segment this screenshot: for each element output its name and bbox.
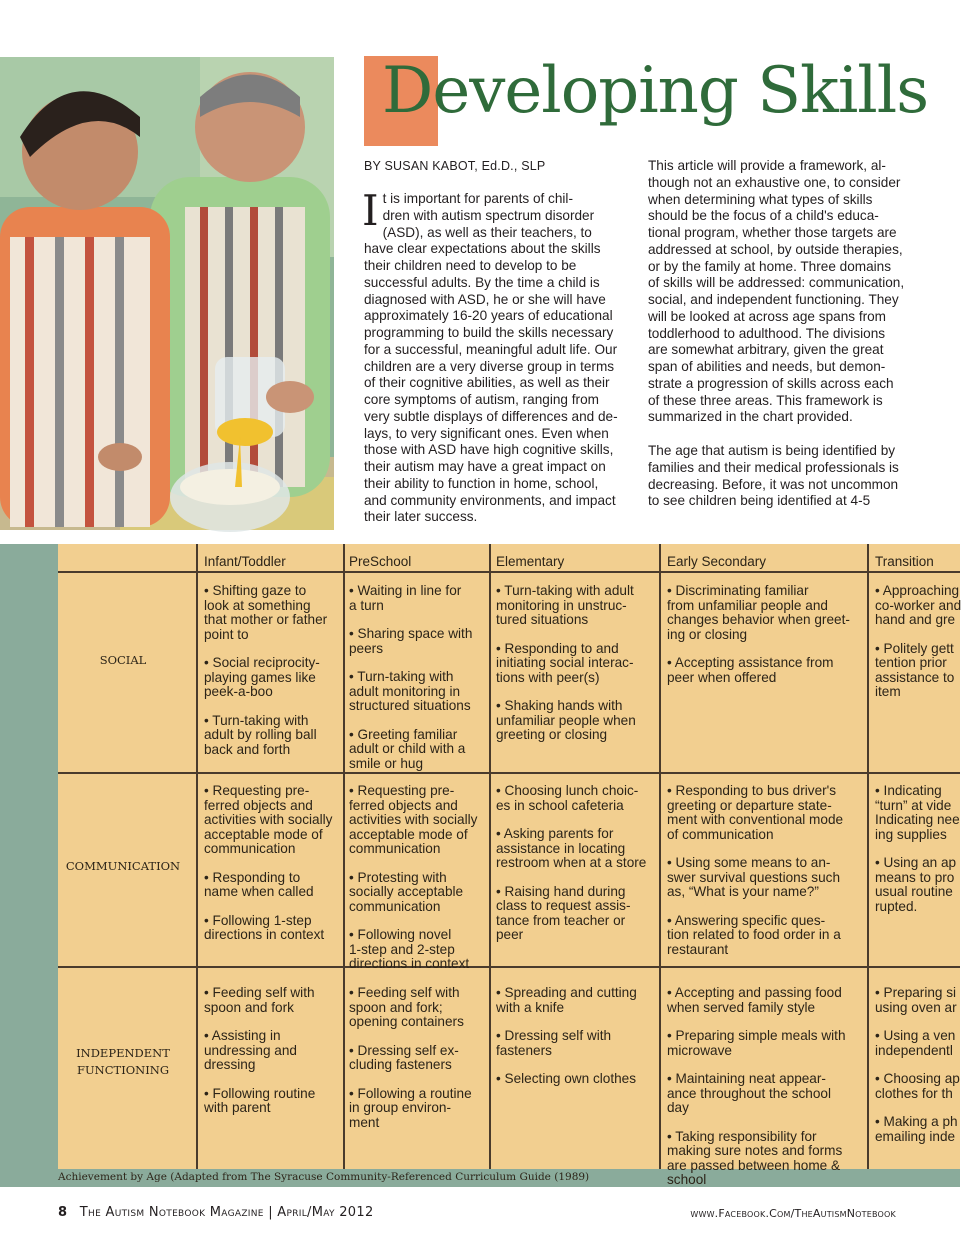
table-cell: [667, 985, 865, 1187]
list-item: [667, 914, 865, 958]
list-item: [349, 584, 487, 613]
cell-line: hand and gre: [875, 612, 956, 627]
cell-line: • Approaching: [875, 583, 960, 598]
text-line: toddlerhood to adulthood. The divisions: [648, 325, 886, 341]
list-item: [496, 784, 657, 813]
text-line: of their cognitive abilities, as well as their: [364, 375, 610, 391]
cell-line: • Indicating: [875, 783, 942, 798]
text-line: addressed at school, by outside therapies,: [648, 241, 903, 257]
cell-line: using oven ar: [875, 999, 957, 1015]
cell-line: • Responding to and: [496, 640, 619, 656]
grid-line: [196, 544, 198, 1169]
text-line: decreasing. Before, it was not uncommon: [648, 476, 899, 492]
cell-line: playing games like: [204, 669, 316, 685]
cell-line: monitoring in unstruc-: [496, 597, 627, 613]
cell-line: • Choosing ap: [875, 1071, 960, 1086]
cell-line: ferred objects and: [349, 797, 458, 813]
table-cell: [667, 584, 865, 770]
list-item: [349, 928, 487, 972]
cell-line: means to pro: [875, 869, 955, 885]
table-cell: [349, 986, 487, 1168]
cell-line: ment with conventional mode: [667, 812, 844, 827]
cell-line: • Politely gett: [875, 640, 954, 656]
cell-line: • Answering specific ques-: [667, 912, 826, 928]
text-line: their autism may have a great impact on: [364, 459, 606, 474]
cell-line: 1-step and 2-step: [349, 941, 455, 957]
list-item: [667, 584, 865, 642]
cell-line: that mother or father: [204, 612, 328, 627]
table-cell: [204, 986, 341, 1168]
text-line: The age that autism is being identified by: [648, 443, 896, 458]
cell-line: • Choosing lunch choic-: [496, 783, 639, 798]
cell-line: independentl: [875, 1042, 953, 1058]
cell-line: • Following routine: [204, 1085, 316, 1101]
list-item: [667, 1072, 865, 1116]
text-line: social, and independent functioning. They: [648, 292, 899, 307]
cell-line: cluding fasteners: [349, 1057, 452, 1072]
cell-line: directions in context: [204, 927, 325, 942]
column-header-transition: Transition: [875, 554, 934, 569]
list-item: [496, 584, 657, 628]
cell-line: • Greeting familiar: [349, 726, 458, 742]
text-line: and community environments, and impact: [364, 492, 616, 508]
cell-line: structured situations: [349, 698, 471, 713]
list-item: [349, 627, 487, 656]
grid-line: [489, 544, 491, 1169]
cell-line: • Discriminating familiar: [667, 583, 809, 598]
list-item: [875, 642, 960, 700]
cell-line: are passed between home &: [667, 1157, 841, 1173]
cell-line: look at something: [204, 597, 311, 613]
cell-line: point to: [204, 626, 249, 642]
article-title-block: [364, 56, 954, 146]
chart-caption: Achievement by Age (Adapted from The Syracuse Community-Referenced Curriculum Guide (1989): [58, 1171, 590, 1183]
cell-line: usual routine: [875, 884, 953, 899]
magazine-issue: The Autism Notebook Magazine | April/May 2012: [79, 1205, 374, 1220]
list-item: [204, 871, 341, 900]
cell-line: peers: [349, 640, 384, 656]
cell-line: ing supplies: [875, 826, 947, 842]
cell-line: • Making a ph: [875, 1114, 958, 1129]
cell-line: co-worker and: [875, 597, 961, 613]
cell-line: directions in context: [349, 956, 470, 971]
cell-line: rupted.: [875, 898, 918, 914]
table-cell: [875, 784, 960, 964]
cell-line: with a knife: [496, 999, 565, 1015]
cell-line: communication: [349, 898, 441, 914]
cell-line: a turn: [349, 597, 384, 613]
cell-line: back and forth: [204, 741, 291, 757]
list-item: [204, 784, 341, 857]
article-title: Developing Skills: [382, 54, 929, 128]
table-cell: [204, 784, 341, 964]
cell-line: • Requesting pre-: [204, 783, 310, 798]
page-number: 8: [58, 1205, 68, 1220]
cell-line: day: [667, 1100, 689, 1115]
text-line: This article will provide a framework, al-: [648, 158, 886, 173]
list-item: [496, 642, 657, 686]
cell-line: • Feeding self with: [204, 985, 315, 1000]
row-label-communication: [58, 858, 188, 875]
cell-line: tention prior: [875, 655, 947, 670]
cell-line: tions with peer(s): [496, 669, 600, 685]
list-item: [496, 885, 657, 943]
cell-line: smile or hug: [349, 755, 424, 771]
cell-line: • Taking responsibility for: [667, 1128, 817, 1144]
text-line: children are a very diverse group in terms: [364, 358, 615, 374]
list-item: [496, 986, 657, 1015]
cell-line: socially acceptable: [349, 884, 464, 899]
grid-line: [58, 772, 960, 774]
cell-line: • Accepting assistance from: [667, 655, 834, 670]
text-line: though not an exhaustive one, to consider: [648, 174, 901, 190]
cell-line: unfamiliar people when: [496, 712, 636, 728]
list-item: [875, 1029, 960, 1058]
cell-line: tance from teacher or: [496, 912, 626, 928]
cell-line: • Shaking hands with: [496, 698, 623, 713]
table-cell: [667, 784, 865, 964]
cell-line: • Waiting in line for: [349, 583, 462, 598]
cell-line: ance throughout the school: [667, 1085, 832, 1101]
list-item: [496, 1072, 657, 1087]
cell-line: name when called: [204, 884, 314, 899]
cell-line: activities with socially: [204, 812, 333, 827]
cell-line: dressing: [204, 1057, 256, 1072]
cell-line: ferred objects and: [204, 797, 313, 813]
column-header-early-secondary: Early Secondary: [667, 554, 767, 569]
table-cell: [496, 784, 657, 964]
list-item: [875, 784, 960, 842]
cell-line: acceptable mode of: [204, 826, 323, 842]
article-photo: [0, 57, 334, 530]
cell-line: acceptable mode of: [349, 826, 468, 842]
cell-line: adult or child with a: [349, 741, 466, 756]
text-line: t is important for parents of chil-: [382, 191, 573, 206]
text-line: very subtle displays of differences and de-: [364, 408, 618, 424]
cell-line: emailing inde: [875, 1128, 956, 1144]
text-line: those with ASD have high cognitive skills,: [364, 442, 614, 458]
cell-line: as, “What is your name?”: [667, 884, 819, 899]
list-item: [204, 914, 341, 943]
cell-line: restroom when at a store: [496, 855, 647, 870]
cell-line: communication: [204, 841, 296, 856]
text-line: of skills will be addressed: communication,: [648, 275, 905, 291]
text-line: of these three areas. This framework is: [648, 392, 883, 408]
column-header-preschool: PreSchool: [349, 554, 412, 569]
article-byline: BY SUSAN KABOT, Ed.D., SLP: [364, 159, 546, 173]
column-2-paragraph-2: [648, 443, 916, 510]
text-line: lays, to very significant ones. Even when: [364, 425, 609, 441]
cell-line: when served family style: [667, 999, 816, 1015]
cell-line: • Requesting pre-: [349, 783, 455, 798]
paragraph-gap: [648, 426, 916, 443]
cell-line: • Preparing simple meals with: [667, 1028, 846, 1043]
text-line: dren with autism spectrum disorder: [382, 207, 595, 223]
cell-line: adult monitoring in: [349, 683, 461, 699]
text-line: programming to build the skills necessary: [364, 325, 614, 340]
grid-line: [58, 571, 960, 573]
cooking-photo-illustration: [0, 57, 334, 530]
list-item: [204, 714, 341, 758]
cell-line: ing or closing: [667, 626, 748, 642]
table-cell: [496, 584, 657, 770]
drop-cap: I: [362, 186, 379, 235]
cell-line: with parent: [204, 1100, 271, 1115]
list-item: [875, 856, 960, 914]
cell-line: ment: [349, 1114, 380, 1130]
text-line: will be looked at across age spans from: [648, 308, 887, 324]
cell-line: • Using some means to an-: [667, 855, 831, 870]
list-item: [667, 1130, 865, 1188]
list-item: [667, 856, 865, 900]
cell-line: changes behavior when greet-: [667, 612, 850, 627]
cell-line: • Social reciprocity-: [204, 655, 320, 670]
list-item: [667, 986, 865, 1015]
cell-line: peek-a-boo: [204, 684, 273, 699]
cell-line: “turn” at vide: [875, 797, 952, 813]
cell-line: • Maintaining neat appear-: [667, 1071, 826, 1086]
table-cell: [496, 986, 657, 1168]
list-item: [875, 1115, 960, 1144]
list-item: [349, 1044, 487, 1073]
cell-line: • Assisting in: [204, 1028, 281, 1043]
cell-line: peer when offered: [667, 669, 777, 685]
list-item: [204, 1029, 341, 1073]
grid-line: [659, 544, 661, 1169]
row-label-line: SOCIAL: [99, 653, 147, 667]
table-cell: [875, 584, 960, 770]
text-line: their children need to develop to be: [364, 258, 577, 273]
cell-line: adult by rolling ball: [204, 727, 317, 742]
cell-line: peer: [496, 927, 524, 942]
cell-line: making sure notes and forms: [667, 1143, 843, 1158]
cell-line: tion related to food order in a: [667, 927, 841, 942]
list-item: [496, 699, 657, 743]
text-line: when determining what types of skills: [648, 191, 873, 207]
grid-line: [867, 544, 869, 1169]
text-line: their ability to function in home, school,: [364, 475, 599, 491]
list-item: [349, 784, 487, 857]
grid-line: [58, 966, 960, 968]
grid-line: [343, 544, 345, 1169]
page-footer-left: [58, 1205, 374, 1220]
cell-line: Indicating nee: [875, 812, 960, 827]
cell-line: • Asking parents for: [496, 826, 614, 841]
cell-line: • Shifting gaze to: [204, 583, 307, 598]
cell-line: • Preparing si: [875, 985, 957, 1000]
text-line: strate a progression of skills across each: [648, 375, 894, 391]
table-cell: [875, 986, 960, 1168]
text-line: approximately 16-20 years of educational: [364, 308, 613, 324]
table-cell: [204, 584, 341, 770]
cell-line: restaurant: [667, 941, 729, 957]
cell-line: of communication: [667, 826, 774, 842]
row-label-line: FUNCTIONING: [76, 1063, 170, 1077]
cell-line: • Selecting own clothes: [496, 1071, 637, 1086]
text-line: span of abilities and needs, but demon-: [648, 359, 886, 374]
text-line: successful adults. By the time a child is: [364, 274, 600, 290]
list-item: [496, 827, 657, 871]
cell-line: spoon and fork: [204, 999, 294, 1015]
table-cell: [349, 783, 487, 971]
cell-line: spoon and fork;: [349, 999, 443, 1015]
cell-line: • Responding to bus driver's: [667, 783, 837, 798]
cell-line: initiating social interac-: [496, 655, 634, 670]
list-item: [349, 1087, 487, 1131]
article-column-1: [362, 186, 632, 526]
cell-line: assistance in locating: [496, 840, 626, 856]
list-item: [204, 986, 341, 1015]
cell-line: • Following a routine: [349, 1085, 472, 1101]
text-line: core symptoms of autism, ranging from: [364, 392, 599, 407]
column-header-infant-toddler: Infant/Toddler: [204, 554, 286, 569]
cell-line: swer survival questions such: [667, 869, 841, 885]
cell-line: greeting or closing: [496, 727, 608, 742]
cell-line: • Dressing self ex-: [349, 1042, 459, 1058]
cell-line: • Turn-taking with: [349, 669, 454, 684]
list-item: [875, 986, 960, 1015]
cell-line: clothes for th: [875, 1085, 953, 1101]
list-item: [875, 1072, 960, 1101]
cell-line: • Dressing self with: [496, 1028, 612, 1043]
cell-line: • Following novel: [349, 927, 452, 942]
text-line: summarized in the chart provided.: [648, 409, 853, 425]
cell-line: school: [667, 1172, 707, 1187]
list-item: [667, 656, 865, 685]
cell-line: • Responding to: [204, 869, 301, 885]
footer-url: www.Facebook.Com/TheAutismNotebook: [690, 1207, 896, 1220]
row-label-line: INDEPENDENT: [76, 1046, 170, 1060]
cell-line: • Accepting and passing food: [667, 985, 842, 1000]
cell-line: tured situations: [496, 612, 589, 627]
column-1-text: [362, 186, 632, 526]
cell-line: • Using a ven: [875, 1028, 956, 1043]
cell-line: • Feeding self with: [349, 985, 460, 1000]
list-item: [349, 728, 487, 772]
cell-line: undressing and: [204, 1042, 297, 1058]
cell-line: es in school cafeteria: [496, 797, 624, 813]
list-item: [496, 1029, 657, 1058]
text-line: tional program, whether those targets are: [648, 225, 897, 240]
cell-line: • Sharing space with: [349, 626, 473, 641]
column-header-elementary: Elementary: [496, 554, 565, 569]
cell-line: • Using an ap: [875, 855, 957, 870]
list-item: [349, 670, 487, 714]
text-line: should be the focus of a child's educa-: [648, 208, 879, 224]
text-line: their later success.: [364, 509, 478, 525]
cell-line: • Turn-taking with adult: [496, 583, 634, 598]
list-item: [667, 1029, 865, 1058]
cell-line: class to request assis-: [496, 898, 631, 913]
text-line: or by the family at home. Three domains: [648, 258, 892, 274]
cell-line: from unfamiliar people and: [667, 597, 828, 613]
text-line: are somewhat arbitrary, given the great: [648, 342, 884, 358]
list-item: [349, 871, 487, 915]
cell-line: • Following 1-step: [204, 912, 312, 928]
cell-line: assistance to: [875, 669, 955, 685]
cell-line: greeting or departure state-: [667, 797, 832, 813]
cell-line: in group environ-: [349, 1100, 452, 1115]
list-item: [204, 656, 341, 700]
text-line: families and their medical professionals is: [648, 459, 899, 475]
cell-line: • Raising hand during: [496, 883, 626, 899]
cell-line: • Turn-taking with: [204, 712, 309, 728]
cell-line: • Spreading and cutting: [496, 985, 637, 1000]
column-2-paragraph-1: [648, 158, 916, 426]
text-line: have clear expectations about the skills: [364, 241, 601, 257]
text-line: for a successful, meaningful adult life. Our: [364, 341, 618, 357]
text-line: to see children being identified at 4-5: [648, 493, 871, 509]
cell-line: opening containers: [349, 1014, 464, 1029]
list-item: [204, 1087, 341, 1116]
list-item: [349, 986, 487, 1030]
cell-line: microwave: [667, 1042, 732, 1058]
cell-line: activities with socially: [349, 812, 478, 827]
article-column-2: [648, 158, 916, 510]
cell-line: communication: [349, 841, 441, 856]
cell-line: fasteners: [496, 1042, 552, 1058]
list-item: [204, 584, 341, 642]
list-item: [667, 784, 865, 842]
cell-line: item: [875, 684, 901, 699]
table-cell: [349, 584, 487, 770]
row-label-social: [58, 652, 188, 669]
row-label-line: COMMUNICATION: [65, 859, 181, 873]
cell-line: • Protesting with: [349, 869, 447, 885]
text-line: diagnosed with ASD, he or she will have: [364, 291, 606, 307]
row-label-independent-functioning: [58, 1045, 188, 1079]
text-line: (ASD), as well as their teachers, to: [382, 224, 592, 240]
list-item: [875, 584, 960, 628]
